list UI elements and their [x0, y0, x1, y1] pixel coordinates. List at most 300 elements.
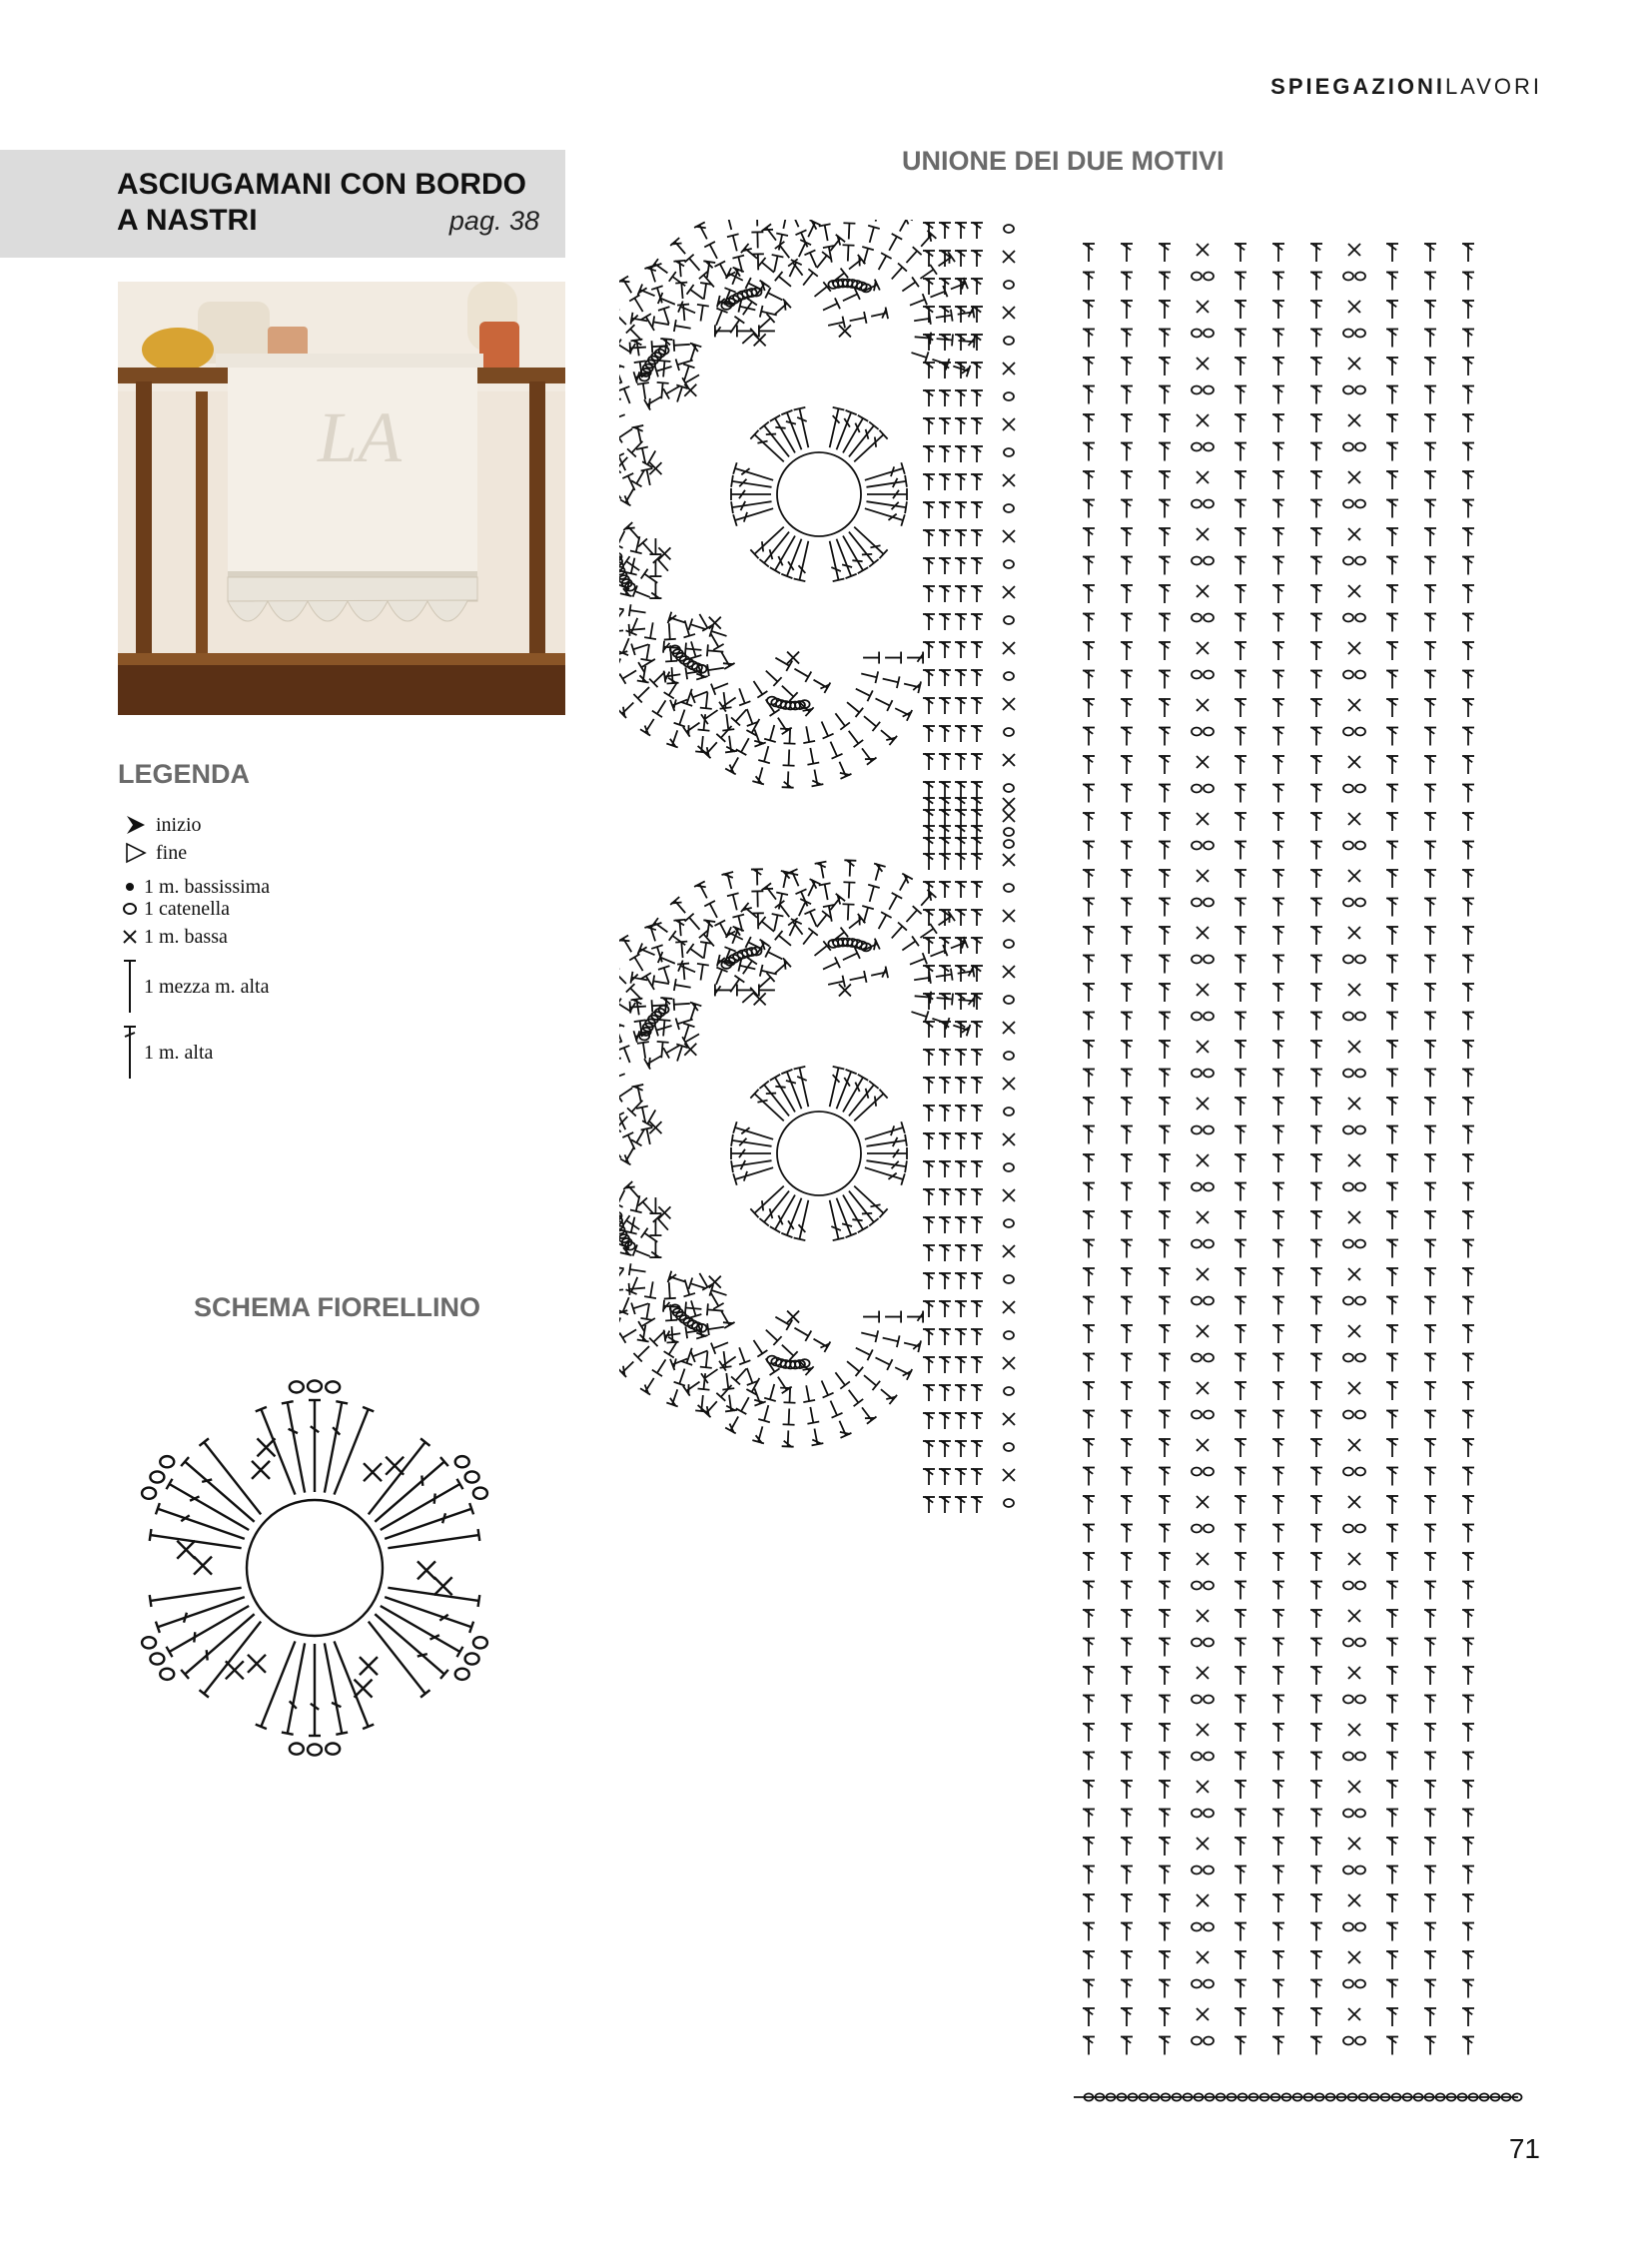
single-crochet-symbol: [1348, 927, 1360, 939]
stitch-symbol: [629, 1263, 631, 1275]
single-crochet-symbol: [1348, 1098, 1360, 1110]
stitch-symbol: [207, 1650, 208, 1660]
chain-symbol: [1343, 899, 1353, 907]
single-crochet-symbol: [1003, 1469, 1015, 1481]
svg-text:LA: LA: [318, 397, 403, 477]
stitch-symbol: [854, 1186, 883, 1213]
stitch-symbol: [766, 1330, 778, 1341]
stitch-symbol: [754, 1094, 783, 1120]
stitch-symbol: [685, 1302, 686, 1314]
stitch-symbol: [864, 971, 866, 983]
stitch-symbol: [869, 421, 878, 428]
single-crochet-symbol: [1003, 418, 1015, 430]
stitch-symbol: [869, 1218, 878, 1225]
stitch-symbol: [768, 952, 782, 959]
stitch-symbol: [847, 702, 859, 712]
stitch-symbol: [732, 501, 772, 507]
chain-symbol: [1355, 1753, 1365, 1761]
stitch-symbol: [675, 985, 691, 988]
stitch-symbol: [619, 369, 622, 383]
stitch-symbol: [881, 253, 892, 259]
chain-symbol: [1192, 1980, 1202, 1988]
stitch-symbol: [150, 1595, 152, 1607]
stitch-symbol: [707, 664, 709, 676]
stitch-symbol: [684, 366, 689, 380]
chain-symbol: [1355, 273, 1365, 281]
single-crochet-symbol: [1348, 301, 1360, 313]
chain-symbol: [1355, 671, 1365, 679]
stitch-symbol: [841, 928, 848, 937]
single-crochet-symbol: [1197, 870, 1209, 882]
legend-title: LEGENDA: [118, 759, 251, 789]
stitch-symbol: [770, 725, 774, 740]
stitch-symbol: [788, 873, 798, 875]
chain-symbol: [1004, 728, 1014, 736]
chain-symbol: [1355, 2037, 1365, 2045]
stitch-symbol: [674, 320, 676, 332]
single-crochet-symbol: [1003, 642, 1015, 654]
stitch-symbol: [828, 982, 844, 985]
stitch-symbol: [707, 1309, 723, 1310]
stitch-symbol: [875, 437, 876, 447]
stitch-symbol: [673, 340, 674, 352]
legend: [116, 811, 415, 1101]
stitch-symbol: [653, 1331, 664, 1342]
stitch-symbol: [879, 256, 887, 270]
stitch-symbol: [770, 415, 780, 421]
stitch-symbol: [619, 671, 620, 676]
stitch-symbol: [704, 284, 706, 300]
single-crochet-symbol: [1197, 927, 1209, 939]
stitch-symbol: [660, 958, 675, 964]
chain-symbol: [1004, 337, 1014, 345]
chain-symbol: [1004, 281, 1014, 289]
stitch-symbol: [651, 1000, 652, 1012]
chain-symbol: [1355, 842, 1365, 850]
chain-symbol: [1355, 1183, 1365, 1191]
chain-symbol: [1355, 386, 1365, 394]
stitch-symbol: [843, 904, 855, 905]
stitch-symbol: [766, 671, 778, 682]
single-crochet-symbol: [1003, 1189, 1015, 1201]
stitch-symbol: [636, 1195, 640, 1211]
stitch-symbol: [636, 469, 644, 483]
stitch-symbol: [848, 246, 849, 262]
stitch-symbol: [805, 671, 811, 681]
stitch-symbol: [701, 965, 703, 981]
single-crochet-symbol: [417, 1561, 435, 1579]
stitch-symbol: [202, 1479, 212, 1481]
stitch-symbol: [859, 915, 860, 925]
legend-item-chain: [116, 895, 230, 923]
stitch-symbol: [629, 604, 631, 616]
stitch-symbol: [849, 532, 874, 563]
chain-symbol: [1192, 443, 1202, 451]
single-crochet-symbol: [1003, 698, 1015, 710]
single-crochet-symbol: [1003, 810, 1015, 822]
stitch-symbol: [736, 749, 747, 755]
stitch-symbol: [624, 527, 634, 528]
chain-symbol: [1355, 330, 1365, 338]
stitch-symbol: [657, 382, 669, 383]
chain-symbol: [1192, 1810, 1202, 1818]
stitch-symbol: [665, 1320, 677, 1321]
chain-symbol: [1204, 1639, 1214, 1647]
stitch-symbol: [657, 700, 666, 714]
stitch-symbol: [783, 743, 795, 744]
stitch-symbol: [875, 698, 889, 705]
stitch-symbol: [638, 687, 649, 698]
chain-symbol: [1355, 1639, 1365, 1647]
stitch-symbol: [831, 742, 838, 757]
stitch-symbol: [762, 922, 774, 932]
stitch-symbol: [478, 1529, 480, 1541]
stitch-symbol: [631, 441, 642, 453]
chain-symbol: [1204, 1867, 1214, 1874]
single-crochet-symbol: [1197, 1439, 1209, 1451]
stitch-symbol: [636, 1128, 644, 1142]
stitch-symbol: [677, 386, 682, 401]
single-crochet-symbol: [1348, 870, 1360, 882]
stitch-symbol: [716, 311, 722, 326]
stitch-symbol: [641, 314, 651, 320]
stitch-symbol: [783, 1402, 795, 1403]
chain-symbol: [1355, 1240, 1365, 1248]
chain-symbol: [1355, 500, 1365, 508]
stitch-symbol: [732, 1140, 772, 1146]
stitch-symbol: [670, 645, 671, 661]
chain-symbol: [1004, 1219, 1014, 1227]
union-title: UNIONE DEI DUE MOTIVI: [902, 146, 1225, 176]
chain-symbol: [1355, 1525, 1365, 1533]
stitch-symbol: [733, 895, 737, 910]
single-crochet-symbol: [1348, 1382, 1360, 1394]
stitch-symbol: [806, 1385, 809, 1401]
chain-symbol: [1355, 1070, 1365, 1078]
stitch-symbol: [856, 689, 870, 696]
chain-symbol: [473, 1637, 487, 1648]
single-crochet-symbol: [1197, 1211, 1209, 1223]
chain-symbol: [1343, 273, 1353, 281]
stitch-symbol: [869, 1081, 878, 1088]
stitch-symbol: [739, 688, 745, 703]
legend-item-start: [116, 811, 202, 839]
chain-symbol: [1204, 1240, 1214, 1248]
stitch-symbol: [861, 674, 877, 678]
stitch-symbol: [388, 1588, 478, 1601]
stitch-symbol: [722, 729, 734, 731]
stitch-symbol: [687, 285, 694, 295]
chain-symbol: [1343, 1126, 1353, 1134]
stitch-symbol: [657, 1218, 668, 1230]
stitch-symbol: [674, 979, 676, 991]
stitch-symbol: [693, 691, 708, 697]
single-crochet-symbol: [1348, 642, 1360, 654]
stitch-symbol: [619, 1269, 623, 1282]
stitch-symbol: [699, 1273, 707, 1287]
single-crochet-symbol: [1197, 1724, 1209, 1736]
dot-icon: [124, 881, 136, 893]
stitch-symbol: [679, 710, 684, 725]
stitch-symbol: [708, 1327, 724, 1329]
chain-symbol: [1004, 996, 1014, 1004]
stitch-symbol: [835, 713, 845, 726]
stitch-symbol: [704, 242, 715, 248]
chain-symbol: [1004, 1443, 1014, 1451]
stitch-symbol: [629, 1283, 630, 1295]
stitch-symbol: [784, 959, 785, 969]
single-crochet-symbol: [1348, 1211, 1360, 1223]
single-crochet-symbol: [1348, 2008, 1360, 2020]
chain-symbol: [1343, 1810, 1353, 1818]
single-crochet-symbol: [1197, 414, 1209, 426]
stitch-symbol: [792, 220, 799, 227]
stitch-symbol: [817, 915, 827, 928]
single-crochet-symbol: [787, 1311, 799, 1323]
stitch-symbol: [704, 943, 706, 959]
stitch-symbol: [669, 272, 676, 282]
chain-symbol: [150, 1471, 164, 1482]
stitch-symbol: [619, 1074, 625, 1080]
stitch-symbol: [823, 963, 837, 970]
single-crochet-symbol: [1348, 1667, 1360, 1679]
stitch-symbol: [741, 738, 749, 752]
stitch-symbol: [843, 317, 845, 329]
chain-symbol: [1355, 728, 1365, 736]
stitch-symbol: [879, 915, 887, 929]
stitch-symbol: [735, 468, 773, 480]
stitch-symbol: [782, 1345, 794, 1356]
stitch-symbol: [759, 978, 771, 989]
stitch-symbol: [840, 1432, 850, 1434]
stitch-symbol: [866, 1140, 906, 1146]
stitch-symbol: [619, 414, 625, 420]
stitch-symbol: [710, 1292, 718, 1306]
stitch-symbol: [794, 669, 808, 677]
chain-symbol: [1192, 899, 1202, 907]
stitch-symbol: [681, 942, 682, 958]
stitch-symbol: [849, 883, 850, 899]
stitch-symbol: [831, 1401, 838, 1416]
stitch-symbol: [661, 1042, 662, 1058]
single-crochet-symbol: [1197, 1041, 1209, 1053]
stitch-symbol: [864, 312, 866, 324]
stitch-symbol: [759, 559, 768, 566]
stitch-symbol: [690, 1283, 705, 1288]
stitch-symbol: [670, 1304, 671, 1320]
stitch-symbol: [892, 268, 903, 280]
stitch-symbol: [644, 1296, 656, 1298]
stitch-symbol: [669, 1282, 670, 1298]
stitch-symbol: [660, 299, 675, 305]
stitch-symbol: [619, 1092, 622, 1102]
chain-symbol: [1204, 1696, 1214, 1704]
stitch-symbol: [707, 650, 723, 651]
stitch-symbol: [623, 638, 629, 653]
stitch-symbol: [658, 361, 670, 362]
chain-symbol: [326, 1743, 340, 1754]
chain-symbol: [1192, 1354, 1202, 1362]
stitch-symbol: [669, 623, 670, 639]
stitch-symbol: [759, 319, 771, 330]
chain-symbol: [1004, 1052, 1014, 1060]
chain-symbol: [1004, 840, 1014, 848]
stitch-symbol: [669, 931, 676, 941]
stitch-symbol: [652, 316, 654, 328]
chain-symbol: [1204, 2037, 1214, 2045]
stitch-symbol: [638, 662, 644, 672]
section-label-light: LAVORI: [1444, 74, 1542, 99]
stitch-symbol: [757, 441, 767, 443]
stitch-symbol: [336, 1733, 348, 1735]
stitch-symbol: [633, 1303, 648, 1308]
stitch-symbol: [854, 740, 864, 747]
stitch-symbol: [630, 1269, 646, 1271]
single-crochet-symbol: [1197, 1325, 1209, 1337]
single-crochet-symbol: [1197, 756, 1209, 768]
stitch-symbol: [700, 708, 712, 709]
single-crochet-symbol: [1348, 1154, 1360, 1166]
stitch-symbol: [687, 944, 694, 954]
stitch-symbol: [675, 326, 691, 329]
stitch-symbol: [852, 1219, 862, 1220]
stitch-symbol: [902, 282, 915, 291]
stitch-symbol: [775, 1317, 789, 1325]
stitch-symbol: [754, 434, 783, 461]
single-crochet-symbol: [1003, 1078, 1015, 1090]
chain-symbol: [1192, 273, 1202, 281]
chain-symbol: [1004, 1331, 1014, 1339]
stitch-symbol: [652, 346, 668, 347]
stitch-symbol: [747, 958, 757, 965]
chain-symbol: [1004, 448, 1014, 456]
stitch-symbol: [830, 408, 839, 447]
chain-symbol: [1204, 1070, 1214, 1078]
chain-symbol: [1192, 1753, 1202, 1761]
stitch-symbol: [680, 966, 695, 972]
stitch-symbol: [630, 610, 646, 612]
stitch-symbol: [713, 1303, 723, 1309]
stitch-symbol: [869, 559, 878, 566]
chain-symbol: [1355, 956, 1365, 964]
stitch-symbol: [736, 1369, 747, 1381]
stitch-symbol: [772, 914, 784, 916]
stitch-symbol: [881, 912, 892, 918]
chain-symbol: [1204, 273, 1214, 281]
stitch-symbol: [870, 886, 874, 901]
stitch-symbol: [854, 527, 883, 554]
stitch-symbol: [629, 295, 639, 301]
stitch-symbol: [631, 618, 637, 633]
stitch-symbol: [723, 663, 733, 664]
chain-symbol: [1355, 1411, 1365, 1419]
stitch-symbol: [657, 559, 668, 571]
chain-symbol: [1355, 557, 1365, 565]
single-crochet-symbol: [257, 1438, 275, 1456]
stitch-symbol: [770, 567, 780, 573]
single-crochet-symbol: [1348, 1894, 1360, 1906]
chain-symbol: [1343, 1753, 1353, 1761]
stitch-symbol: [775, 427, 785, 428]
stitch-symbol: [861, 1333, 877, 1337]
stitch-symbol: [770, 1226, 780, 1232]
stitch-symbol: [803, 932, 813, 945]
stitch-symbol: [850, 318, 866, 321]
chain-symbol: [1343, 728, 1353, 736]
stitch-symbol: [772, 255, 784, 257]
chain-symbol: [1204, 1411, 1214, 1419]
stitch-symbol: [731, 1160, 733, 1172]
single-crochet-symbol: [1003, 1022, 1015, 1034]
single-crochet-symbol: [194, 1557, 212, 1575]
stitch-symbol: [671, 902, 681, 903]
chain-symbol: [1355, 1468, 1365, 1476]
stitch-symbol: [673, 999, 674, 1011]
stitch-symbol: [764, 1085, 789, 1116]
chain-symbol: [1192, 1297, 1202, 1305]
stitch-symbol: [619, 630, 623, 631]
stitch-symbol: [936, 975, 952, 977]
stitch-symbol: [822, 1381, 829, 1396]
stitch-symbol: [731, 501, 733, 513]
stitch-symbol: [636, 536, 640, 552]
stitch-symbol: [849, 224, 850, 240]
stitch-symbol: [799, 1200, 808, 1239]
stitch-symbol: [184, 1613, 187, 1623]
chain-symbol: [1192, 1696, 1202, 1704]
chain-symbol: [1192, 1639, 1202, 1647]
stitch-symbol: [158, 1597, 245, 1627]
stitch-symbol: [843, 223, 855, 224]
stitch-symbol: [902, 941, 915, 950]
stitch-symbol: [635, 591, 650, 597]
stitch-symbol: [657, 1359, 666, 1373]
stitch-symbol: [388, 1535, 478, 1548]
stitch-symbol: [194, 1632, 195, 1642]
stitch-symbol: [951, 969, 953, 981]
stitch-symbol: [646, 1303, 649, 1319]
chain-symbol: [1343, 1070, 1353, 1078]
stitch-symbol: [699, 614, 707, 628]
stitch-symbol: [864, 249, 868, 264]
stitch-symbol: [700, 1367, 712, 1368]
stitch-symbol: [770, 1368, 780, 1375]
stitch-symbol: [619, 1028, 622, 1043]
chain-symbol: [1343, 1411, 1353, 1419]
chain-symbol: [1192, 728, 1202, 736]
stitch-symbol: [677, 964, 689, 965]
stitch-symbol: [677, 1046, 682, 1061]
chain-symbol: [1343, 1013, 1353, 1021]
stitch-symbol: [759, 421, 768, 428]
stitch-symbol: [703, 1373, 705, 1389]
schema-title: SCHEMA FIORELLINO: [194, 1292, 480, 1322]
single-crochet-symbol: [1348, 585, 1360, 597]
single-crochet-symbol: [1197, 2008, 1209, 2020]
stitch-symbol: [794, 1328, 808, 1336]
stitch-symbol: [624, 1048, 630, 1063]
single-crochet-symbol: [1003, 586, 1015, 598]
stitch-symbol: [876, 220, 880, 222]
stitch-symbol: [652, 975, 654, 987]
chain-symbol: [1204, 1582, 1214, 1590]
single-crochet-symbol: [1348, 528, 1360, 540]
stitch-symbol: [930, 265, 937, 275]
chain-symbol: [1004, 392, 1014, 400]
stitch-symbol: [697, 305, 709, 307]
stitch-symbol: [442, 1513, 445, 1523]
stitch-symbol: [707, 1323, 709, 1335]
